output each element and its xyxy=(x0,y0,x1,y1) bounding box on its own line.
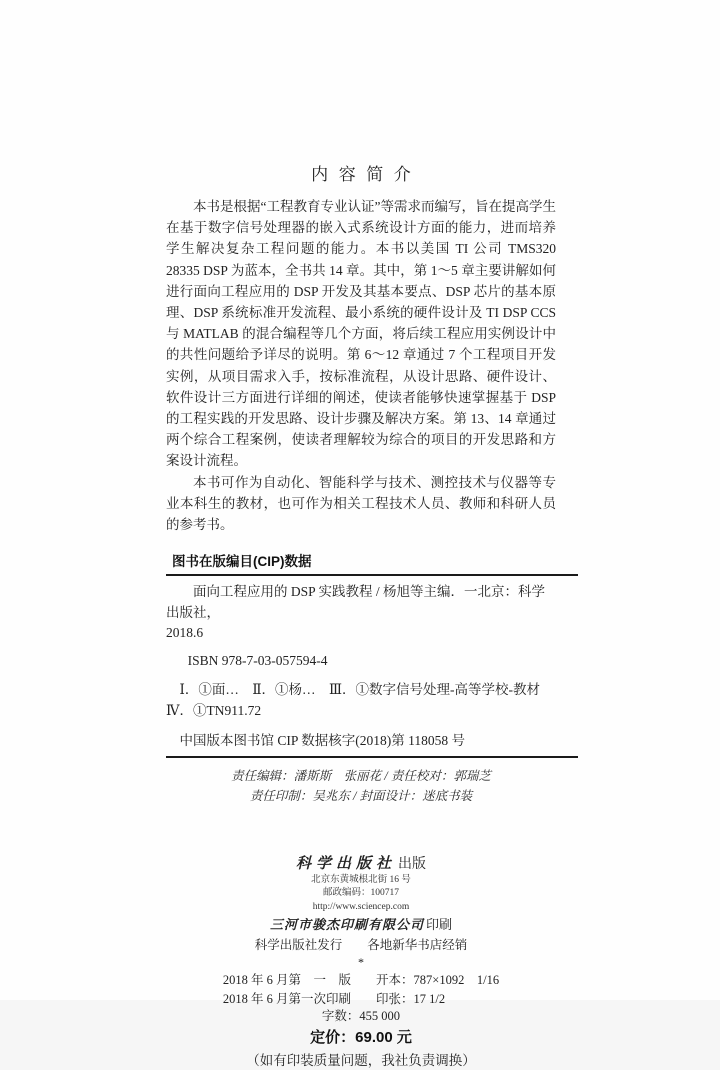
imprint-block xyxy=(166,855,556,1070)
publisher-website: http://www.sciencep.com xyxy=(312,901,410,912)
printer-suffix: 印刷 xyxy=(426,917,453,933)
edition-line-1: 2018 年 6 月第 一 版 开本：787×1092 1/16 xyxy=(222,973,500,988)
intro-paragraph-2: 本书可作为自动化、智能科学与技术、测控技术与仪器等专业本科生的教材，也可作为相关工程技术人员、教师和科研人员的参考书。 xyxy=(166,474,556,533)
printer-line xyxy=(166,916,556,934)
printer-name: 三河市骏杰印刷有限公司 xyxy=(269,917,424,933)
publisher-line xyxy=(166,855,556,874)
price: 定价：69.00 元 xyxy=(310,1029,412,1047)
cip-registry-number: 中国版本图书馆 CIP 数据核字(2018)第 118058 号 xyxy=(179,733,465,749)
distribution-line: 科学出版社发行 各地新华书店经销 xyxy=(254,938,468,953)
cip-record-line: 面向工程应用的 DSP 实践教程 / 杨旭等主编．一北京：科学出版社， xyxy=(166,584,546,620)
edition-block xyxy=(223,971,499,1008)
cip-isbn: ISBN 978-7-03-057594-4 xyxy=(187,652,328,668)
staff-credits xyxy=(166,766,556,806)
staff-line-1: 责任编辑：潘斯斯 张丽花 / 责任校对：郭瑞芝 xyxy=(231,768,491,783)
cip-record-year: 2018.6 xyxy=(166,625,204,641)
content-summary-title: 内容简介 xyxy=(311,165,422,184)
quality-notice: （如有印装质量问题，我社负责调换） xyxy=(246,1053,476,1069)
intro-paragraph-1: 本书是根据“工程教育专业认证”等需求而编写，旨在提高学生在基于数字信号处理器的嵌入式系统设计方面的能力，进而培养学生解决复杂工程问题的能力。本书以美国 TI 公司 TMS320 28335 DSP 为蓝本，全书共 14 章。其中，第 1～5 章主要讲解如何进行面向工程应用的 DSP 开发及其基本要点、DSP 芯片的基本原理、DSP 系统标准开发流程、最小系统的硬件设计及 TI DSP CCS 与 MATLAB 的混合编程等几个方面，将后续工程应用实例设计中的共性问题给予详尽的说明。第 6～12 章通过 7 个工程项目开发实例，从项目需求入手，按标准流程，从设计思路、硬件设计、软件设计三方面进行详细的阐述，使读者能够快速掌握基于 DSP 的工程实践的开发思路、设计步骤及解决方案。第 13、14 章通过两个综合工程案例，使读者理解较为综合的项目的开发思路和方案设计流程。 xyxy=(166,199,556,469)
staff-line-2: 责任印制：吴兆东 / 封面设计：迷底书装 xyxy=(249,788,473,803)
cip-rule-bottom xyxy=(166,756,578,758)
cip-data-block xyxy=(166,550,556,758)
cip-header: 图书在版编目(CIP)数据 xyxy=(172,554,312,570)
publisher-address: 北京东黄城根北街 16 号 xyxy=(311,874,411,885)
content-column xyxy=(166,0,556,1070)
publisher-suffix: 出版 xyxy=(398,856,426,872)
separator-star: * xyxy=(358,955,364,970)
edition-line-2: 2018 年 6 月第一次印刷 印张：17 1/2 xyxy=(222,991,446,1006)
publisher-brand: 科学出版社 xyxy=(295,855,396,872)
cip-rule-top xyxy=(166,574,578,576)
publisher-postcode: 邮政编码：100717 xyxy=(322,888,399,899)
cip-classification-line-1: Ⅰ．①面… Ⅱ．①杨… Ⅲ．①数字信号处理-高等学校-教材 xyxy=(179,682,541,698)
cip-classification-line-2: Ⅳ．①TN911.72 xyxy=(166,702,262,718)
word-count: 字数：455 000 xyxy=(321,1009,401,1024)
